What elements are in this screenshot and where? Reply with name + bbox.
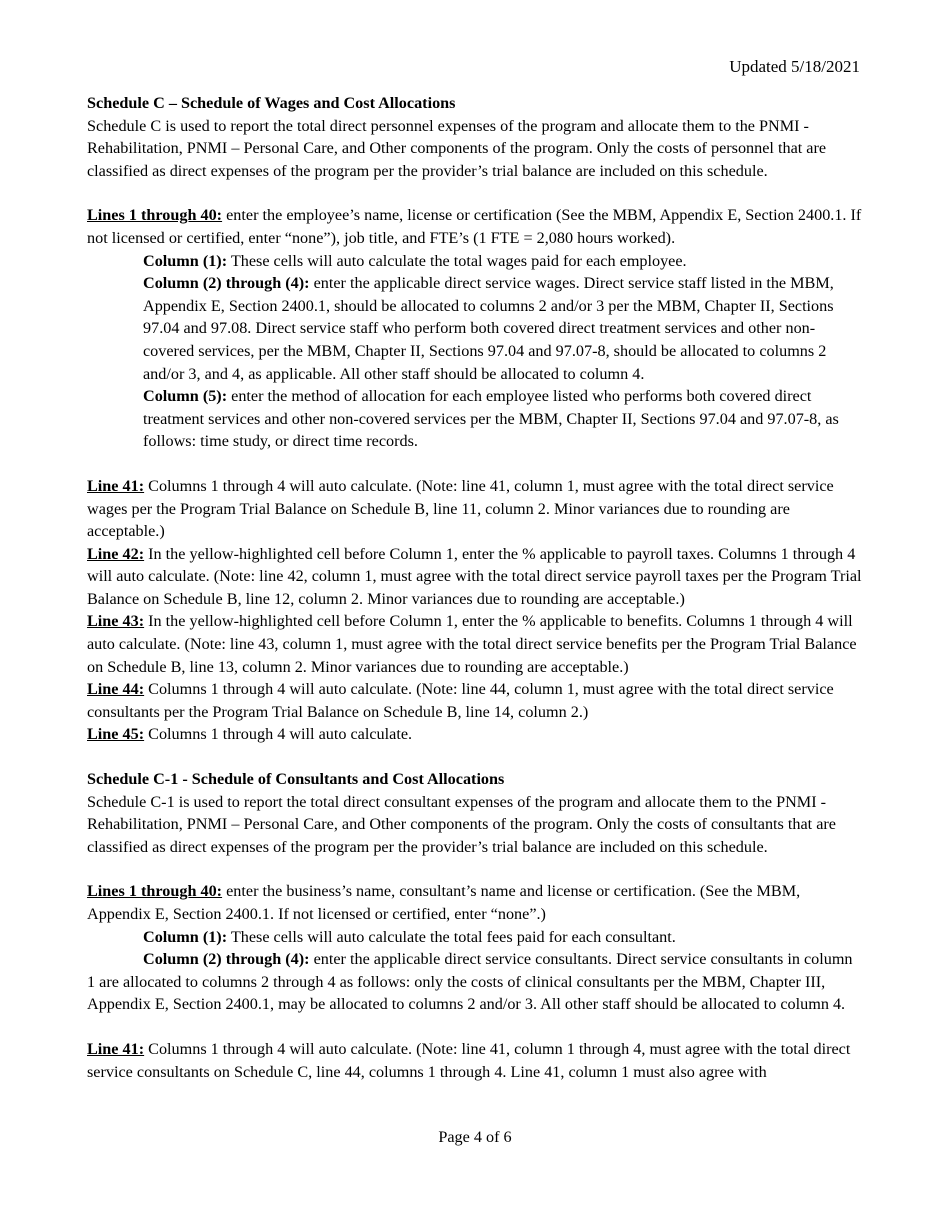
line-lead: Line 41: — [87, 476, 145, 495]
schedule-c1-intro: Schedule C-1 is used to report the total direct consultant expenses of the program and allocate them to the PNMI -Rehabilitation, PNMI – Personal Care, and Other components of the program. Only the costs of consultants that are classified as direct expenses of the program per the provider’s trial balance are included on this schedule. — [87, 792, 836, 856]
line-text: Columns 1 through 4 will auto calculate. (Note: line 41, column 1 through 4, must agree with the total direct service consultants on Schedule C, line 44, columns 1 through 4. Line 41, column 1 must also agree with — [87, 1039, 851, 1081]
schedule-c-lines-1-40-lead: Lines 1 through 40: — [87, 206, 223, 225]
schedule-c1-line-41 — [87, 1038, 862, 1083]
schedule-c1-column-1 — [87, 926, 862, 949]
updated-date: Updated 5/18/2021 — [729, 57, 860, 76]
schedule-c1-column-2-4 — [87, 948, 862, 1016]
schedule-c-line-41 — [87, 475, 862, 543]
column-text: enter the applicable direct service wages. Direct service staff listed in the MBM, Appendix E, Section 2400.1, should be allocated to columns 2 and/or 3 per the MBM, Chapter II, Sections 97.04 and 97.08. Direct service staff who perform both covered direct treatment services and other non-covered services, per the MBM, Chapter II, Sections 97.04 and 97.07-8, should be allocated to columns 2 and/or 3, and 4, as applicable. All other staff should be allocated to column 4. — [143, 274, 834, 383]
schedule-c1-lines-1-40 — [87, 880, 862, 925]
schedule-c-line-45 — [87, 723, 862, 746]
line-text: In the yellow-highlighted cell before Column 1, enter the % applicable to benefits. Columns 1 through 4 will auto calculate. (Note: line 43, column 1, must agree with the total direct service benefits per the Program Trial Balance on Schedule B, line 13, column 2. Minor variances due to rounding are acceptable.) — [87, 612, 857, 676]
page-number: Page 4 of 6 — [438, 1128, 512, 1146]
column-text: These cells will auto calculate the total wages paid for each employee. — [227, 251, 687, 270]
line-text: In the yellow-highlighted cell before Column 1, enter the % applicable to payroll taxes. Columns 1 through 4 will auto calculate. (Note: line 42, column 1, must agree with the total direct service payroll taxes per the Program Trial Balance on Schedule B, line 12, column 2. Minor variances due to rounding are acceptable.) — [87, 544, 862, 608]
line-lead: Line 41: — [87, 1039, 145, 1058]
line-lead: Line 45: — [87, 725, 145, 744]
schedule-c-line-43 — [87, 610, 862, 678]
line-text: Columns 1 through 4 will auto calculate. (Note: line 41, column 1, must agree with the total direct service wages per the Program Trial Balance on Schedule B, line 11, column 2. Minor variances due to rounding are acceptable.) — [87, 476, 834, 541]
schedule-c-lines-1-40-text: enter the employee’s name, license or certification (See the MBM, Appendix E, Section 2400.1. If not licensed or certified, enter “none”), job title, and FTE’s (1 FTE = 2,080 hours worked). — [87, 206, 862, 247]
schedule-c-column-1 — [87, 250, 862, 273]
schedule-c-heading: Schedule C – Schedule of Wages and Cost Allocations — [87, 94, 456, 112]
column-label: Column (5): — [143, 387, 228, 406]
column-label: Column (1): — [143, 927, 228, 946]
schedule-c-line-42 — [87, 543, 862, 611]
schedule-c-intro: Schedule C is used to report the total direct personnel expenses of the program and allocate them to the PNMI - Rehabilitation, PNMI – Personal Care, and Other components of the program. Only the costs of personnel that are classified as direct expenses of the program per the provider’s trial balance are included on this schedule. — [87, 116, 827, 180]
line-text: Columns 1 through 4 will auto calculate. (Note: line 44, column 1, must agree with the total direct service consultants per the Program Trial Balance on Schedule B, line 14, column 2.) — [87, 680, 834, 721]
line-lead: Line 42: — [87, 544, 145, 563]
column-text: enter the applicable direct service consultants. Direct service consultants in column 1 are allocated to columns 2 through 4 as follows: only the costs of clinical consultants per the MBM, Chapter III, Appendix E, Section 2400.1, may be allocated to columns 2 and/or 3. All other staff should be allocated to column 4. — [87, 950, 853, 1014]
schedule-c1-lines-1-40-text: enter the business’s name, consultant’s name and license or certification. (See the MBM, Appendix E, Section 2400.1. If not licensed or certified, enter “none”.) — [87, 882, 801, 923]
schedule-c1-heading: Schedule C-1 - Schedule of Consultants and Cost Allocations — [87, 770, 505, 789]
schedule-c1-lines-1-40-lead: Lines 1 through 40: — [87, 882, 223, 901]
column-text: enter the method of allocation for each employee listed who performs both covered direct treatment services and other non-covered services per the MBM, Chapter II, Sections 97.04 and 97.07-8, as follows: time study, or direct time records. — [143, 387, 839, 451]
schedule-c-column-5 — [87, 385, 862, 453]
line-lead: Line 43: — [87, 612, 145, 631]
schedule-c-column-2-4 — [87, 272, 862, 385]
column-text: These cells will auto calculate the total fees paid for each consultant. — [227, 927, 676, 946]
line-lead: Line 44: — [87, 680, 145, 699]
column-label: Column (2) through (4): — [143, 274, 310, 293]
schedule-c-line-44 — [87, 678, 862, 723]
document-body — [87, 92, 862, 1083]
line-text: Columns 1 through 4 will auto calculate. — [144, 725, 413, 744]
column-label: Column (2) through (4): — [143, 950, 310, 969]
schedule-c-lines-1-40 — [87, 204, 862, 249]
column-label: Column (1): — [143, 251, 228, 270]
